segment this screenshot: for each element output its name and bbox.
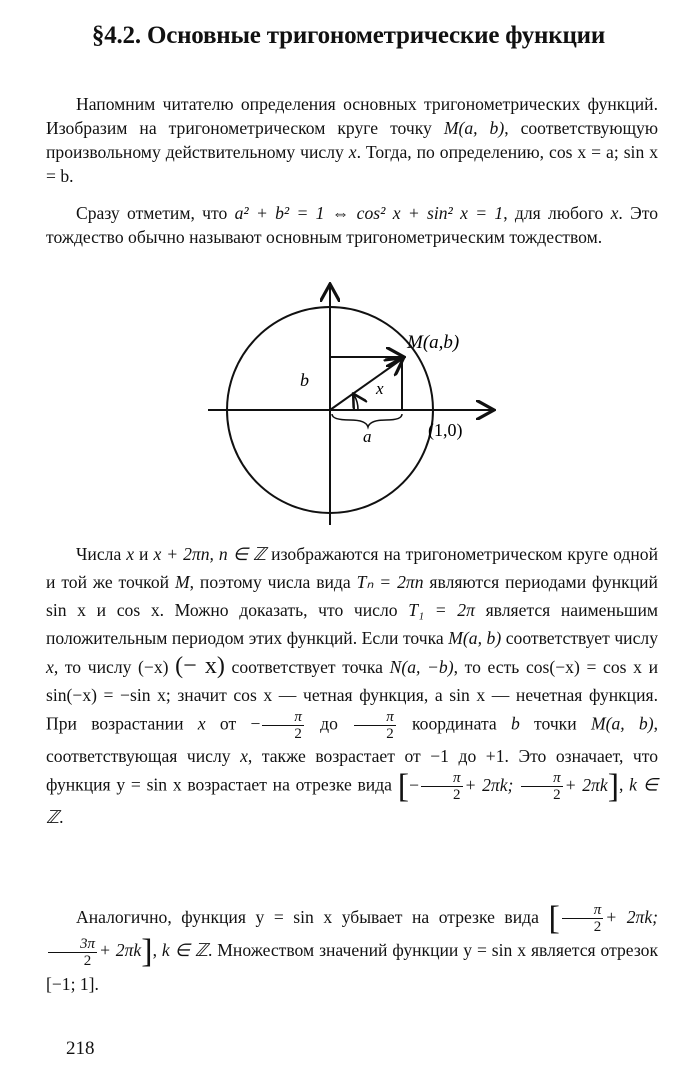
interval-part: + 2πk; bbox=[464, 774, 520, 795]
angle-arc bbox=[354, 395, 358, 410]
numerator: π bbox=[521, 770, 563, 787]
formula-k-integer: k ∈ ℤ bbox=[46, 774, 659, 827]
text: Числа bbox=[76, 544, 127, 564]
text: и bbox=[641, 657, 659, 677]
numerator: π bbox=[354, 709, 396, 726]
paragraph-decreasing bbox=[46, 899, 659, 999]
radius-vector bbox=[330, 359, 402, 410]
formula-k-integer: k ∈ ℤ bbox=[161, 940, 208, 961]
a-brace bbox=[332, 414, 402, 427]
minus-sign: − bbox=[409, 774, 419, 795]
text: точки bbox=[519, 713, 591, 734]
formula-min-period: T₁ = 2π bbox=[408, 600, 475, 620]
text: координата bbox=[397, 713, 511, 734]
text: , поэтому числа вида bbox=[189, 572, 357, 592]
bracket: ] bbox=[141, 933, 153, 971]
text: являются периодами функций bbox=[423, 572, 658, 592]
interval-part: + 2πk bbox=[564, 774, 608, 795]
fraction bbox=[421, 770, 463, 803]
denominator: 2 bbox=[593, 919, 602, 936]
text: , bbox=[619, 774, 630, 795]
label-b: b bbox=[300, 370, 309, 390]
interval-part: + 2πk bbox=[99, 940, 142, 961]
text: соответствует числу bbox=[501, 628, 658, 648]
point-m: M(a, b) bbox=[448, 628, 502, 648]
denominator: 2 bbox=[294, 726, 302, 742]
denominator: 2 bbox=[83, 952, 92, 969]
text: , также возрастает от −1 до +1. Это означает, что функция bbox=[46, 746, 658, 795]
text: убывает на отрезке вида bbox=[332, 907, 549, 927]
text: Сразу отметим, что bbox=[76, 203, 235, 223]
formula-y-sin: y = sin x bbox=[255, 907, 333, 927]
text: ; значит bbox=[165, 685, 234, 705]
minus-sign: − bbox=[250, 713, 261, 734]
text: . bbox=[59, 807, 64, 827]
label-point-1-0: (1,0) bbox=[428, 420, 463, 440]
var-x: x bbox=[348, 142, 357, 162]
numerator: 3π bbox=[48, 936, 97, 953]
paragraph-definitions bbox=[46, 92, 658, 188]
text: Напомним читателю определения основных тригонометрических функций. Изобразим на тригонометрическом круге точку bbox=[46, 94, 658, 138]
fraction-pi-over-2 bbox=[354, 709, 396, 742]
text: , bbox=[152, 940, 162, 961]
var-x: x bbox=[197, 713, 206, 734]
text: , то числу bbox=[53, 657, 139, 677]
text: возрастает на отрезке вида bbox=[181, 774, 398, 795]
formula-cos-even: cos(−x) = cos x bbox=[525, 657, 642, 677]
fraction bbox=[521, 770, 563, 803]
denominator: 2 bbox=[553, 787, 561, 803]
var-x: x bbox=[126, 544, 135, 564]
point-m: M(a, b) bbox=[443, 118, 505, 138]
text: , для любого bbox=[503, 203, 611, 223]
formula-sin: sin x bbox=[449, 685, 486, 705]
section-title: §4.2. Основные тригонометрические функции bbox=[91, 22, 606, 49]
text: и bbox=[85, 600, 117, 620]
text: и bbox=[134, 544, 154, 564]
var-x: x bbox=[46, 657, 54, 677]
unit-circle-diagram bbox=[200, 280, 500, 530]
numerator: π bbox=[421, 770, 463, 787]
formula-neg-x: (−x) bbox=[138, 657, 169, 677]
numerator: π bbox=[562, 902, 604, 919]
label-x: x bbox=[376, 379, 384, 398]
text: . Множеством значений функции bbox=[207, 940, 464, 961]
bracket: ] bbox=[607, 767, 620, 805]
var-x: x bbox=[240, 746, 248, 766]
text: — четная функция, а bbox=[272, 685, 450, 705]
bracket: [ bbox=[548, 899, 560, 937]
text: . Это тождество обычно называют основным тригонометрическим тождеством. bbox=[46, 203, 658, 247]
text: Аналогично, функция bbox=[76, 907, 256, 927]
formula-neg-x-large: (− x) bbox=[175, 653, 225, 679]
text: , соответствующую произвольному действительному числу bbox=[46, 118, 658, 162]
interval-increasing bbox=[397, 767, 620, 805]
label-point-m: M(a,b) bbox=[407, 332, 460, 353]
denominator: 2 bbox=[386, 726, 394, 742]
text: , то есть bbox=[453, 657, 526, 677]
interval-part: + 2πk; bbox=[605, 907, 658, 927]
fraction-pi-over-2 bbox=[262, 709, 304, 742]
formula-cos: cos x bbox=[116, 600, 160, 620]
point-m: M bbox=[174, 572, 190, 592]
text: является наименьшим положительным периодом этих функций. Если точка bbox=[46, 600, 659, 648]
text: — нечетная функция. При возрастании bbox=[46, 685, 659, 734]
formula-y-sin: y = sin x bbox=[463, 940, 527, 961]
text: от bbox=[205, 713, 251, 734]
label-a: a bbox=[363, 427, 372, 446]
formula-identity: a² + b² = 1 ⇔ cos² x + sin² x = 1 bbox=[234, 203, 504, 223]
text: . Тогда, по определению, bbox=[356, 142, 550, 162]
text: является отрезок [−1; 1]. bbox=[46, 940, 659, 994]
text: соответствует точка bbox=[224, 657, 390, 677]
fraction bbox=[562, 902, 604, 935]
formula-cos: cos x bbox=[233, 685, 273, 705]
text: изображаются на тригонометрическом круге одной и той же точкой bbox=[46, 544, 658, 592]
paragraph-periodicity bbox=[46, 540, 658, 831]
formula-sin-odd: sin(−x) = −sin x bbox=[46, 685, 166, 705]
formula: x + 2πn, n ∈ ℤ bbox=[153, 544, 267, 564]
formula-period: Tₙ = 2πn bbox=[356, 572, 424, 592]
text: , соответствующая числу bbox=[46, 713, 658, 766]
formula-sin: sin x bbox=[46, 600, 86, 620]
formula-cos-sin: cos x = a; sin x = b bbox=[46, 142, 658, 186]
text: . Можно доказать, что число bbox=[159, 600, 409, 620]
point-m: M(a, b) bbox=[590, 713, 654, 734]
text: . bbox=[69, 166, 74, 186]
formula-y-sin: y = sin x bbox=[116, 774, 182, 795]
var-x: x bbox=[610, 203, 619, 223]
text: до bbox=[305, 713, 353, 734]
point-n: N(a, −b) bbox=[389, 657, 454, 677]
page-number: 218 bbox=[66, 1038, 95, 1059]
denominator: 2 bbox=[453, 787, 461, 803]
bracket: [ bbox=[397, 767, 410, 805]
numerator: π bbox=[262, 709, 304, 726]
var-b: b bbox=[510, 713, 520, 734]
paragraph-identity bbox=[46, 201, 658, 249]
fraction bbox=[48, 936, 97, 969]
